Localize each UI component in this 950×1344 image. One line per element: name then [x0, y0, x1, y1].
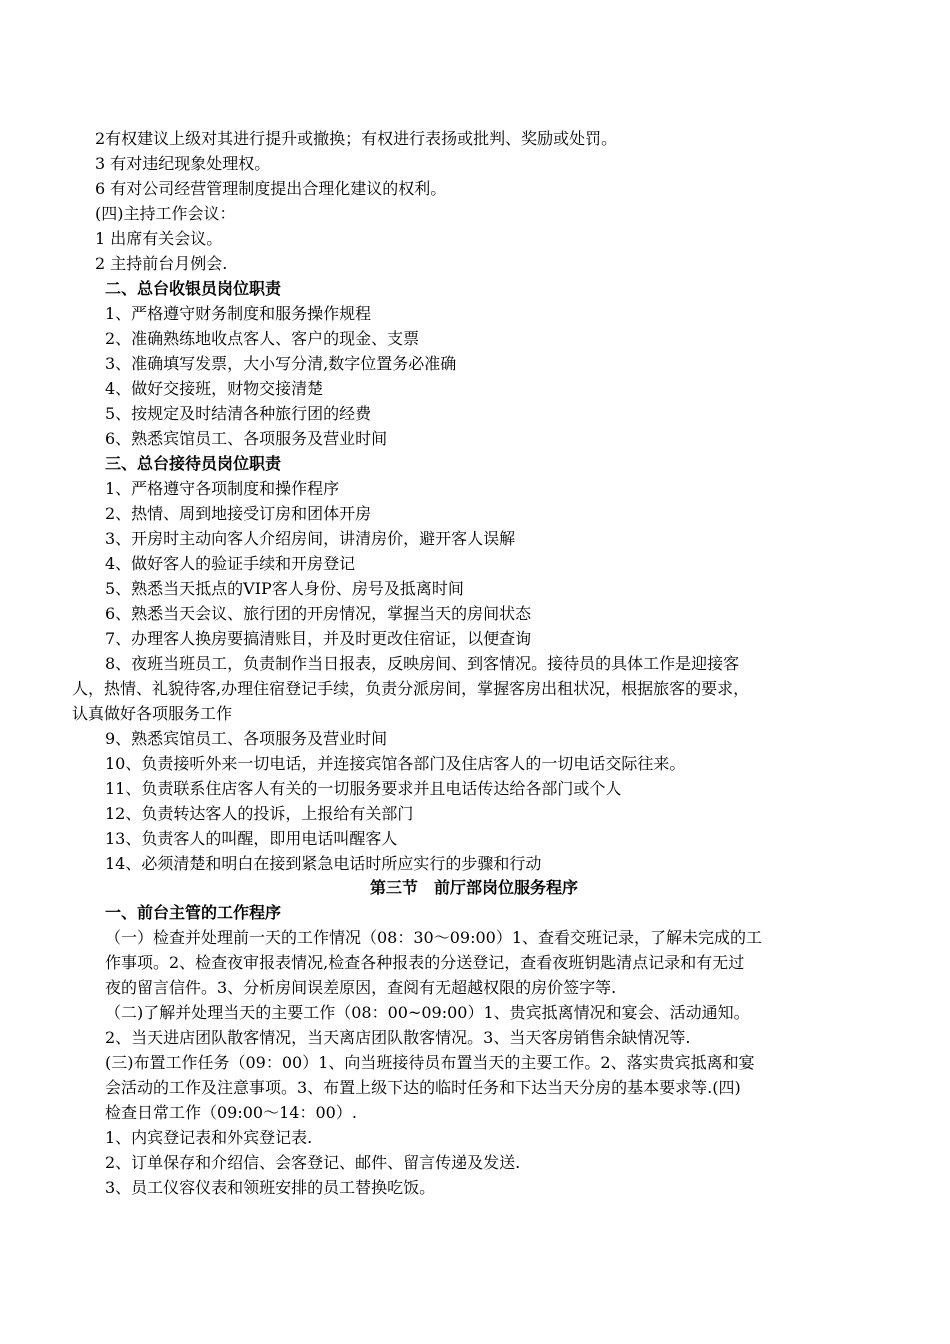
text-line: 6、熟悉当天会议、旅行团的开房情况，掌握当天的房间状态	[105, 604, 532, 623]
text-line: 11、负责联系住店客人有关的一切服务要求并且电话传达给各部门或个人	[105, 779, 622, 798]
text-line: 7、办理客人换房要搞清账目，并及时更改住宿证，以便查询	[105, 629, 532, 648]
text-line: 夜的留言信件。3、分析房间误差原因，查阅有无超越权限的房价签字等.	[105, 978, 617, 997]
text-line: （二)了解并处理当天的主要工作（08：00~09:00）1、贵宾抵离情况和宴会、活动通知。	[105, 1003, 750, 1022]
text-line: 2、当天进店团队散客情况，当天离店团队散客情况。3、当天客房销售余缺情况等.	[105, 1028, 691, 1047]
text-line: 1、严格遵守财务制度和服务操作规程	[105, 304, 372, 323]
section-heading: 三、总台接待员岗位职责	[105, 454, 282, 473]
text-line: 12、负责转达客人的投诉，上报给有关部门	[105, 804, 414, 823]
text-line: 2、订单保存和介绍信、会客登记、邮件、留言传递及发送.	[105, 1153, 521, 1172]
text-line: 人，热情、礼貌待客,办理住宿登记手续，负责分派房间，掌握客房出租状况，根据旅客的要求，	[72, 679, 750, 698]
text-line: 会活动的工作及注意事项。3、布置上级下达的临时任务和下达当天分房的基本要求等.(四)	[105, 1078, 741, 1097]
text-line: 2、热情、周到地接受订房和团体开房	[105, 504, 372, 523]
section-heading: 二、总台收银员岗位职责	[105, 279, 282, 298]
text-line: 1 出席有关会议。	[95, 229, 223, 248]
chapter-heading: 第三节 前厅部岗位服务程序	[370, 878, 579, 897]
text-line: 6、熟悉宾馆员工、各项服务及营业时间	[105, 429, 388, 448]
text-line: 4、做好客人的验证手续和开房登记	[105, 554, 356, 573]
text-line: 10、负责接听外来一切电话，并连接宾馆各部门及住店客人的一切电话交际往来。	[105, 754, 686, 773]
text-line: 2、准确熟练地收点客人、客户的现金、支票	[105, 329, 420, 348]
text-line: 1、内宾登记表和外宾登记表.	[105, 1128, 313, 1147]
text-line: 3 有对违纪现象处理权。	[95, 154, 271, 173]
text-line: 1、严格遵守各项制度和操作程序	[105, 479, 340, 498]
text-line: 3、准确填写发票，大小写分清,数字位置务必准确	[105, 354, 457, 373]
text-line: 4、做好交接班，财物交接清楚	[105, 379, 324, 398]
text-line: 5、熟悉当天抵点的VIP客人身份、房号及抵离时间	[105, 579, 464, 598]
text-line: 6 有对公司经营管理制度提出合理化建议的权利。	[95, 179, 447, 198]
text-line: 2有权建议上级对其进行提升或撤换；有权进行表扬或批判、奖励或处罚。	[95, 129, 618, 148]
section-heading: 一、前台主管的工作程序	[105, 903, 282, 922]
text-line: 14、必须清楚和明白在接到紧急电话时所应实行的步骤和行动	[105, 854, 542, 873]
text-line: (四)主持工作会议：	[95, 204, 236, 223]
text-line: 5、按规定及时结清各种旅行团的经费	[105, 404, 372, 423]
text-line: 作事项。2、检查夜审报表情况,检查各种报表的分送登记，查看夜班钥匙清点记录和有无过	[105, 953, 745, 972]
text-line: 9、熟悉宾馆员工、各项服务及营业时间	[105, 729, 388, 748]
text-line: 13、负责客人的叫醒，即用电话叫醒客人	[105, 829, 398, 848]
text-line: 8、夜班当班员工，负责制作当日报表，反映房间、到客情况。接待员的具体工作是迎接客	[105, 654, 740, 673]
text-line: 2 主持前台月例会.	[95, 254, 228, 273]
text-line: （一）检查并处理前一天的工作情况（08：30～09:00）1、查看交班记录，了解未完成的工	[105, 928, 763, 947]
text-line: 3、员工仪容仪表和领班安排的员工替换吃饭。	[105, 1178, 436, 1197]
text-line: 3、开房时主动向客人介绍房间，讲清房价，避开客人误解	[105, 529, 516, 548]
text-line: 检查日常工作（09:00～14：00）.	[105, 1103, 357, 1122]
text-line: 认真做好各项服务工作	[72, 704, 233, 723]
text-line: (三)布置工作任务（09：00）1、向当班接待员布置当天的主要工作。2、落实贵宾抵离和宴	[105, 1053, 755, 1072]
